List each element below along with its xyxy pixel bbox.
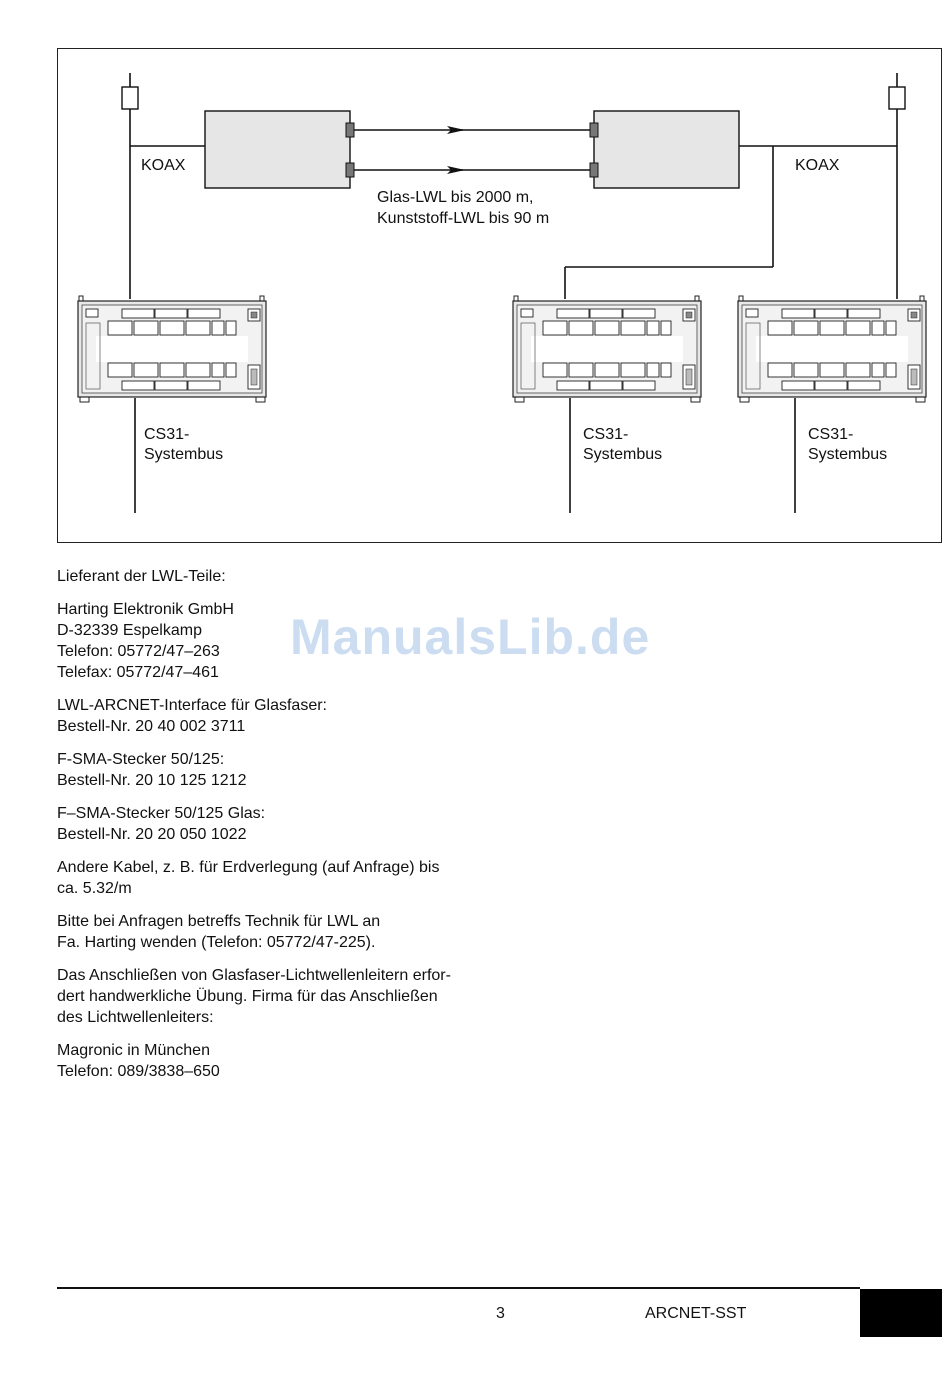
watermark: ManualsLib.de bbox=[290, 609, 651, 665]
text-line: F–SMA-Stecker 50/125 Glas: bbox=[57, 805, 266, 822]
text-line: Magronic in München bbox=[57, 1042, 210, 1059]
text-line: Lieferant der LWL-Teile: bbox=[57, 568, 226, 585]
koax-label-left: KOAX bbox=[141, 157, 186, 174]
network-diagram bbox=[57, 48, 942, 543]
document-name: ARCNET-SST bbox=[645, 1305, 747, 1322]
plc-unit-left bbox=[78, 296, 266, 402]
supplier-heading bbox=[57, 566, 517, 587]
text-line: Fa. Harting wenden (Telefon: 05772/47-225). bbox=[57, 934, 376, 951]
text-line: Harting Elektronik GmbH bbox=[57, 601, 234, 618]
left-terminator bbox=[122, 73, 138, 299]
bus-label-3-line1: CS31- bbox=[808, 426, 854, 443]
text-line: Bestell-Nr. 20 40 002 3711 bbox=[57, 718, 246, 735]
installation-note bbox=[57, 965, 517, 1028]
text-line: LWL-ARCNET-Interface für Glasfaser: bbox=[57, 697, 327, 714]
other-cables-info bbox=[57, 857, 517, 899]
text-line: Telefax: 05772/47–461 bbox=[57, 664, 219, 681]
text-line: ca. 5.32/m bbox=[57, 880, 132, 897]
right-lwl-interface bbox=[594, 111, 739, 188]
plc-unit-right bbox=[738, 296, 926, 402]
bus-label-2-line1: CS31- bbox=[583, 426, 629, 443]
footer-rule bbox=[57, 1287, 860, 1289]
text-line: D-32339 Espelkamp bbox=[57, 622, 202, 639]
text-line: Telefon: 089/3838–650 bbox=[57, 1063, 220, 1080]
left-lwl-interface bbox=[205, 111, 350, 188]
footer-black-tab bbox=[860, 1289, 942, 1337]
connector-order-info bbox=[57, 749, 517, 791]
supplier-address bbox=[57, 599, 517, 683]
glass-connector-order-info bbox=[57, 803, 517, 845]
plc-unit-middle bbox=[513, 296, 701, 402]
fiber-label-line1: Glas-LWL bis 2000 m, bbox=[377, 189, 534, 206]
text-line: dert handwerkliche Übung. Firma für das Anschließen bbox=[57, 988, 438, 1005]
bus-label-1-line1: CS31- bbox=[144, 426, 190, 443]
page-number: 3 bbox=[496, 1305, 505, 1322]
text-line: Bitte bei Anfragen betreffs Technik für LWL an bbox=[57, 913, 381, 930]
text-line: des Lichtwellenleiters: bbox=[57, 1009, 214, 1026]
text-line: Das Anschließen von Glasfaser-Lichtwellenleitern erfor- bbox=[57, 967, 451, 984]
technical-inquiry-info bbox=[57, 911, 517, 953]
text-line: Telefon: 05772/47–263 bbox=[57, 643, 220, 660]
right-terminator bbox=[889, 73, 905, 299]
bus-label-1-line2: Systembus bbox=[144, 446, 224, 463]
supplier-info bbox=[57, 566, 517, 1094]
fiber-label-line2: Kunststoff-LWL bis 90 m bbox=[377, 210, 550, 227]
koax-label-right: KOAX bbox=[795, 157, 840, 174]
text-line: Bestell-Nr. 20 10 125 1212 bbox=[57, 772, 247, 789]
bus-label-3-line2: Systembus bbox=[808, 446, 888, 463]
installer-contact bbox=[57, 1040, 517, 1082]
text-line: Andere Kabel, z. B. für Erdverlegung (auf Anfrage) bis bbox=[57, 859, 440, 876]
bus-label-2-line2: Systembus bbox=[583, 446, 663, 463]
text-line: F-SMA-Stecker 50/125: bbox=[57, 751, 225, 768]
text-line: Bestell-Nr. 20 20 050 1022 bbox=[57, 826, 247, 843]
interface-order-info bbox=[57, 695, 517, 737]
